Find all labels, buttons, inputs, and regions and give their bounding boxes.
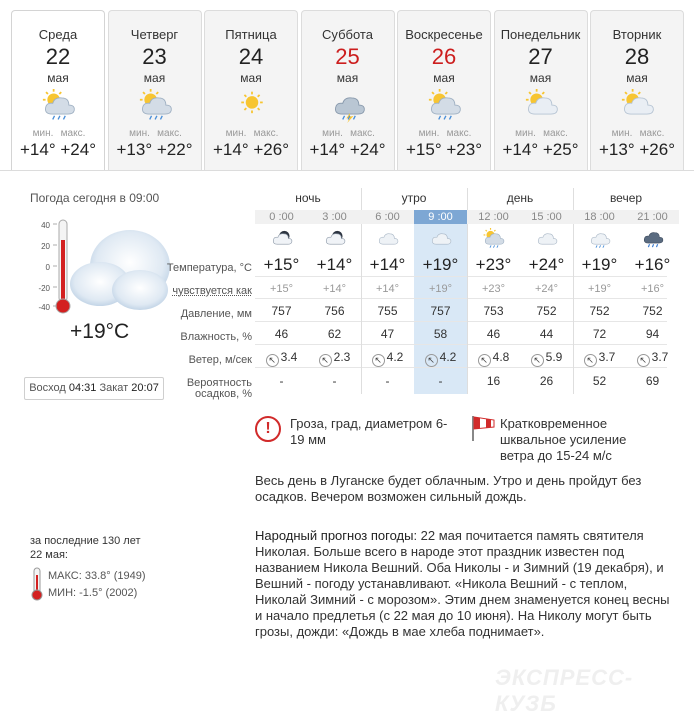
max-label: макс. [157, 128, 182, 139]
min-label: мин. [225, 128, 247, 139]
hour-humidity: 47 [380, 327, 395, 341]
day-name: Понедельник [500, 27, 581, 42]
row-label-pressure: Давление, мм [180, 308, 252, 320]
day-number: 24 [238, 44, 264, 69]
cloud-rain-icon [573, 228, 626, 250]
hour-humidity: 72 [592, 327, 607, 341]
hour-pressure: 753 [483, 304, 504, 318]
hour-feels-like: +19° [587, 283, 612, 295]
hour-pressure: 757 [430, 304, 451, 318]
partly-cloudy-rain-icon [467, 228, 520, 250]
day-month: мая [47, 71, 69, 85]
scale-label: 0 [45, 263, 50, 272]
folk-forecast-label: Народный прогноз погоды [255, 528, 414, 543]
row-divider [255, 344, 667, 345]
wind-direction-icon: ↖ [584, 354, 597, 367]
hour-humidity: 44 [539, 327, 554, 341]
max-label: макс. [350, 128, 375, 139]
hour-humidity: 62 [327, 327, 342, 341]
day-tab[interactable] [494, 10, 588, 170]
hour-label[interactable]: 15 :00 [520, 210, 573, 224]
cloudy-icon [520, 228, 573, 250]
row-divider [255, 321, 667, 322]
period-label: утро [401, 191, 427, 205]
day-name: Четверг [130, 27, 179, 42]
day-name: Воскресенье [405, 27, 483, 42]
row-label-humidity: Влажность, % [180, 331, 252, 343]
night-cloudy-icon [255, 228, 308, 250]
thunderstorm-icon [329, 89, 369, 123]
folk-forecast-text: : 22 мая почитается память святителя Николая. Больше всего в народе этот праздник известен под названием Никола Вешний. Оба Николы - и Зимний (19 декабря), и Вешний - погоду устанавливают. «Никола Вешний - с теплом, Николай Зимний - с морозом». Этим днем знаменуется конец весны и начало предлетья (с 22 мая до 10 июня). На Николу могут быть грозы, дожди: «Дождь в мае хлеба поднимает». [255, 528, 670, 639]
tabs-divider [0, 170, 694, 171]
min-max-labels [591, 128, 683, 139]
sunrise-time: 04:31 [68, 382, 97, 394]
hour-wind [626, 350, 679, 367]
day-number: 27 [528, 44, 553, 69]
day-name: Среда [38, 27, 78, 42]
hour-pressure: 755 [377, 304, 398, 318]
day-temps: +14° +24° [20, 140, 96, 159]
hour-precip-chance: - [279, 374, 284, 388]
day-tabs [11, 10, 685, 170]
day-temps: +14° +24° [309, 140, 386, 159]
scale-label: -40 [38, 303, 50, 312]
hour-feels-like: +14° [375, 283, 400, 295]
day-temps: +13° +22° [116, 140, 193, 159]
hour-precip-chance: 26 [539, 374, 554, 388]
min-max-labels [205, 128, 297, 139]
hour-humidity: 46 [274, 327, 289, 341]
night-cloudy-icon [308, 228, 361, 250]
day-tab[interactable] [397, 10, 491, 170]
warning-icon: ! [255, 416, 281, 442]
min-label: мин. [129, 128, 150, 139]
max-label: макс. [60, 128, 86, 139]
hour-wind-speed: 3.7 [651, 350, 669, 364]
day-number: 25 [335, 44, 360, 69]
day-name: Суббота [322, 27, 373, 42]
sunset-label: Закат [99, 382, 129, 394]
hour-wind [255, 350, 308, 367]
day-tab[interactable] [108, 10, 202, 170]
current-temperature: +19°C [70, 320, 130, 343]
day-number: 22 [45, 44, 71, 69]
hour-pressure: 752 [589, 304, 610, 318]
partly-cloudy-icon [618, 89, 658, 123]
wind-direction-icon: ↖ [372, 354, 385, 367]
scale-label: 40 [41, 221, 50, 230]
folk-forecast [255, 528, 680, 640]
row-label-wind: Ветер, м/сек [188, 354, 252, 366]
hour-temp: +14° [316, 255, 353, 274]
day-name: Вторник [612, 27, 662, 42]
row-divider [255, 276, 667, 277]
hour-wind [520, 350, 573, 367]
hour-pressure: 756 [324, 304, 345, 318]
wind-direction-icon: ↖ [637, 354, 650, 367]
cloudy-icon [361, 228, 414, 250]
day-month: мая [626, 71, 648, 85]
period-label: ночь [295, 191, 321, 205]
history-max: МАКС: 33.8° (1949) [48, 570, 146, 582]
day-temps: +14° +25° [502, 140, 579, 159]
hour-feels-like: +24° [534, 283, 559, 295]
hour-wind [361, 350, 414, 367]
day-month: мая [433, 71, 455, 85]
hour-temp: +19° [581, 255, 618, 274]
hour-temp: +16° [634, 255, 671, 274]
hourly-forecast [0, 180, 694, 400]
hour-feels-like: +15° [269, 283, 294, 295]
storm-warning: Гроза, град, диаметром 6-19 мм [290, 416, 448, 447]
history-title-line1: за последние 130 лет [30, 535, 141, 547]
partly-cloudy-icon [522, 89, 562, 123]
max-label: макс. [543, 128, 568, 139]
day-temps: +15° +23° [406, 140, 482, 159]
hour-label[interactable]: 21 :00 [626, 210, 679, 224]
period-label: вечер [609, 191, 643, 205]
watermark: ЭКСПРЕСС-КУЗБ [495, 665, 634, 716]
hour-wind [308, 350, 361, 367]
period-label: день [506, 191, 534, 205]
hour-wind-speed: 4.2 [386, 350, 404, 364]
wind-direction-icon: ↖ [531, 354, 544, 367]
hour-precip-chance: 69 [645, 374, 660, 388]
partly-cloudy-rain-icon [425, 89, 465, 123]
hour-temp: +19° [422, 255, 459, 274]
day-number: 23 [142, 44, 167, 69]
min-label: мин. [418, 128, 440, 139]
hour-feels-like: +14° [322, 283, 347, 295]
hour-pressure: 752 [642, 304, 663, 318]
hour-label[interactable]: 18 :00 [573, 210, 626, 224]
hour-humidity: 94 [645, 327, 660, 341]
hour-wind [414, 350, 467, 367]
min-label: мин. [32, 128, 54, 139]
hour-precip-chance: 52 [592, 374, 607, 388]
hour-label[interactable]: 3 :00 [308, 210, 361, 224]
day-name: Пятница [225, 27, 277, 42]
hour-wind-speed: 4.2 [439, 350, 457, 364]
hour-wind [573, 350, 626, 367]
min-max-labels [302, 128, 394, 139]
row-label-precip_1: Вероятность [186, 377, 252, 389]
day-description: Весь день в Луганске будет облачным. Утро и день пройдут без осадков. Вечером возможен сильный дождь. [255, 473, 642, 504]
hour-temp: +14° [369, 255, 406, 274]
history-title [30, 534, 190, 562]
sun-icon [232, 89, 272, 123]
min-max-labels [109, 128, 201, 139]
hour-temp: +15° [263, 255, 300, 274]
wind-sock-icon [470, 414, 496, 442]
cloudy-icon [414, 228, 467, 250]
hour-wind-speed: 2.3 [333, 350, 351, 364]
day-tab[interactable] [301, 10, 395, 170]
day-temps: +13° +26° [599, 140, 675, 159]
wind-direction-icon: ↖ [425, 354, 438, 367]
heavy-rain-icon [626, 228, 679, 250]
hour-precip-chance: - [385, 374, 390, 388]
hour-precip-chance: - [332, 374, 337, 388]
day-tab[interactable] [204, 10, 298, 170]
scale-label: 20 [41, 242, 50, 251]
max-label: макс. [639, 128, 665, 139]
hour-humidity: 58 [433, 327, 448, 341]
sunset-time: 20:07 [131, 382, 159, 394]
hour-wind-speed: 5.9 [545, 350, 563, 364]
hour-label[interactable]: 0 :00 [255, 210, 308, 224]
row-label-temp: Температура, °С [166, 262, 252, 274]
hour-wind [467, 350, 520, 367]
history-title-line2: 22 мая: [30, 549, 68, 561]
row-label-precip_2: осадков, % [195, 388, 252, 400]
hour-pressure: 752 [536, 304, 557, 318]
hour-feels-like: +19° [428, 283, 453, 295]
hour-label[interactable]: 9 :00 [414, 210, 467, 224]
hour-wind-speed: 3.4 [280, 350, 298, 364]
wind-direction-icon: ↖ [478, 354, 491, 367]
hour-feels-like: +23° [481, 283, 506, 295]
hour-label[interactable]: 6 :00 [361, 210, 414, 224]
wind-warning: Кратковременное шквальное усиление ветра до 15-24 м/с [500, 416, 627, 463]
day-month: мая [143, 71, 166, 85]
row-divider [255, 298, 667, 299]
current-weather-title: Погода сегодня в 09:00 [30, 191, 160, 205]
min-label: мин. [515, 128, 536, 139]
wind-direction-icon: ↖ [319, 354, 332, 367]
hour-label[interactable]: 12 :00 [467, 210, 520, 224]
min-max-labels [398, 128, 490, 139]
day-number: 26 [431, 44, 457, 69]
hour-wind-speed: 3.7 [598, 350, 616, 364]
max-label: макс. [253, 128, 279, 139]
partly-cloudy-rain-icon [39, 89, 79, 123]
day-tab[interactable] [11, 10, 105, 170]
day-month: мая [336, 71, 359, 85]
hour-humidity: 46 [486, 327, 501, 341]
min-label: мин. [611, 128, 633, 139]
row-label-feel[interactable]: чувствуется как [172, 285, 252, 297]
scale-label: -20 [38, 284, 50, 293]
day-temps: +14° +26° [213, 140, 289, 159]
day-month: мая [240, 71, 262, 85]
row-divider [255, 367, 667, 368]
partly-cloudy-rain-icon [136, 89, 176, 123]
history-thermometer-icon [30, 567, 44, 601]
max-label: макс. [446, 128, 472, 139]
min-label: мин. [322, 128, 343, 139]
hour-precip-chance: 16 [486, 374, 501, 388]
sunrise-label: Восход [29, 382, 66, 394]
day-number: 28 [624, 44, 650, 69]
day-month: мая [529, 71, 552, 85]
hour-pressure: 757 [271, 304, 292, 318]
min-max-labels [495, 128, 587, 139]
hour-temp: +24° [528, 255, 565, 274]
hour-temp: +23° [475, 255, 512, 274]
min-max-labels [12, 128, 104, 139]
hour-wind-speed: 4.8 [492, 350, 510, 364]
day-tab[interactable] [590, 10, 684, 170]
history-min: МИН: -1.5° (2002) [48, 587, 138, 599]
wind-direction-icon: ↖ [266, 354, 279, 367]
hour-precip-chance: - [438, 374, 443, 388]
hour-feels-like: +16° [640, 283, 665, 295]
